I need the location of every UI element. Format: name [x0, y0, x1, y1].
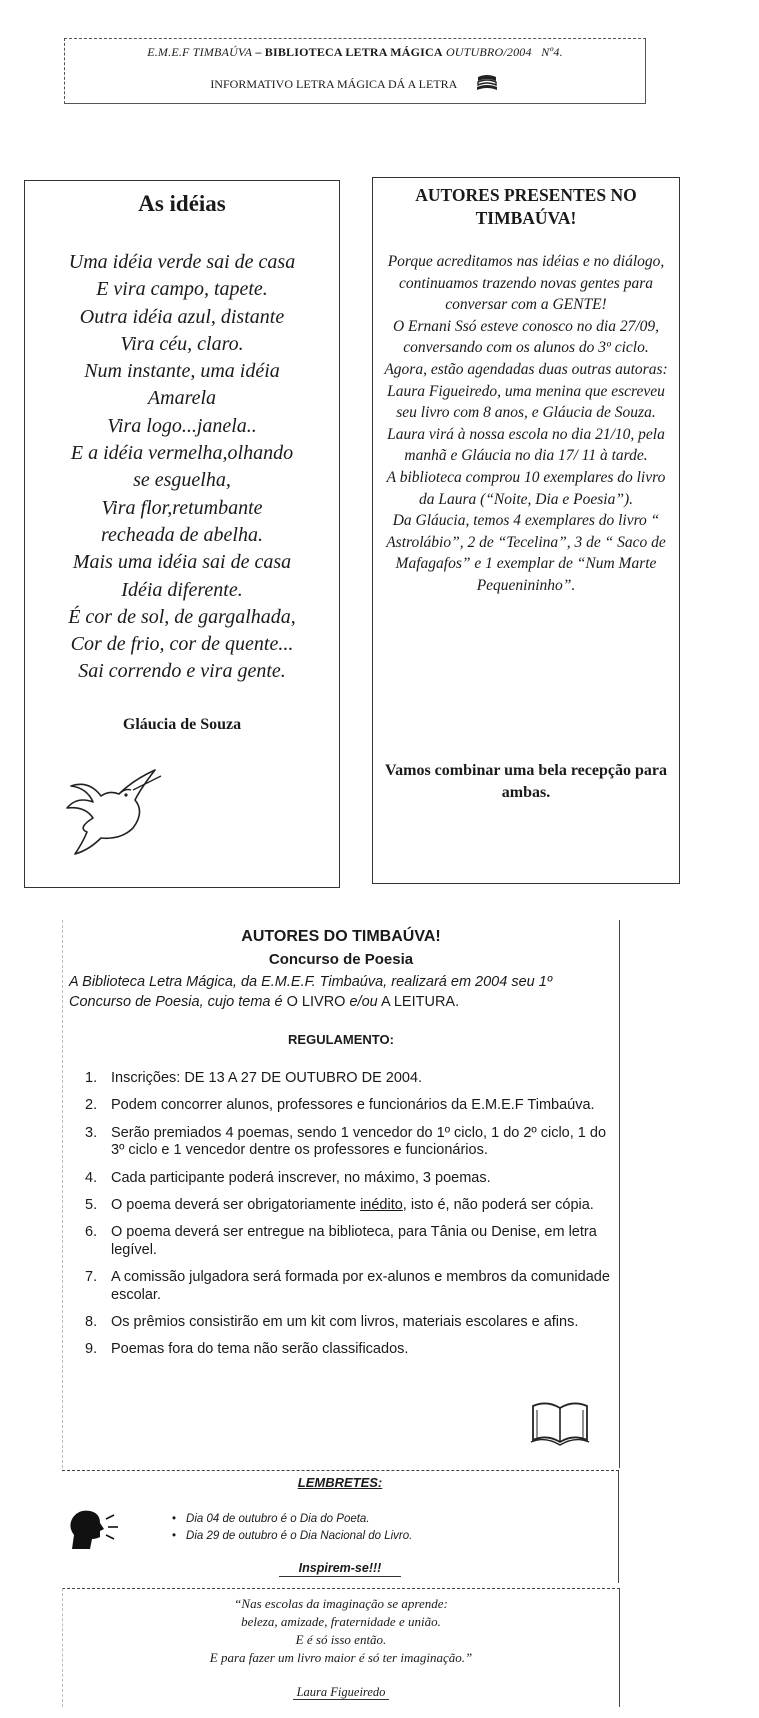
poem-line: E a idéia vermelha,olhando: [70, 442, 294, 465]
contest-section: [62, 920, 620, 1468]
poem-line: Vira logo...janela..: [107, 414, 257, 437]
contest-subtitle: Concurso de Poesia: [268, 951, 414, 968]
authors-paragraph: Agora, estão agendadas duas outras autoras: Laura Figueiredo, uma menina que escreveu seu livro com 8 anos, e Gláucia de Souza.: [384, 360, 668, 422]
rule-item: [85, 1170, 613, 1187]
rule-number: 4.: [85, 1169, 98, 1186]
rule-text-before: O poema deverá ser obrigatoriamente: [111, 1197, 361, 1214]
reminders-list: [172, 1511, 412, 1545]
contest-theme-reading: A LEITURA.: [380, 994, 460, 1010]
authors-paragraph: Porque acreditamos nas idéias e no diálogo, continuamos trazendo novas gentes para conversar com a GENTE!: [387, 253, 665, 314]
dove-icon: [63, 766, 173, 871]
rule-text: Poemas fora do tema não serão classificados.: [111, 1341, 409, 1358]
rule-number: 6.: [85, 1224, 98, 1241]
authors-closing: Vamos combinar uma bela recepção para ambas.: [385, 762, 667, 801]
rule-item: [85, 1197, 613, 1214]
reminders-section: [62, 1470, 619, 1583]
rule-item: [85, 1314, 613, 1331]
poem-line: Num instante, uma idéia: [84, 360, 280, 383]
authors-paragraph: A biblioteca comprou 10 exemplares do livro da Laura (“Noite, Dia e Poesia”).: [386, 468, 666, 508]
reminders-footer: [62, 1561, 618, 1575]
newsletter-header: [64, 38, 646, 104]
poem-line: Idéia diferente.: [121, 578, 243, 601]
poem-box: [24, 180, 340, 888]
reminder-item: • Dia 04 de outubro é o Dia do Poeta.: [172, 1511, 412, 1528]
quote-line: E para fazer um livro maior é só ter imaginação.”: [209, 1650, 473, 1665]
header-issue-number: Nº4.: [541, 45, 563, 59]
header-date: OUTUBRO/2004: [445, 45, 532, 59]
poem-line: Vira flor,retumbante: [101, 496, 263, 519]
rule-underlined-word: inédito: [360, 1197, 403, 1214]
rule-number: 2.: [85, 1097, 98, 1114]
header-school: E.M.E.F TIMBAÚVA: [147, 45, 253, 59]
authors-paragraph: O Ernani Ssó esteve conosco no dia 27/09, conversando com os alunos do 3º ciclo.: [392, 317, 660, 357]
rule-number: 9.: [85, 1341, 98, 1358]
quote-author: [63, 1685, 619, 1700]
authors-paragraph: Laura virá à nossa escola no dia 21/10, pela manhã e Gláucia no dia 17/ 11 à tarde.: [387, 425, 665, 465]
quote-section: [62, 1588, 620, 1707]
poem-line: Vira céu, claro.: [120, 332, 244, 355]
quote-lines: [63, 1595, 619, 1667]
rule-text-after: , isto é, não poderá ser cópia.: [402, 1197, 594, 1214]
speaking-head-icon: [66, 1507, 122, 1562]
authors-box: [372, 177, 680, 884]
authors-title: AUTORES PRESENTES NO TIMBAÚVA!: [415, 185, 637, 228]
poem-line: Uma idéia verde sai de casa: [68, 251, 296, 273]
rule-text: Podem concorrer alunos, professores e funcionários da E.M.E.F Timbaúva.: [111, 1097, 595, 1114]
poem-line: se esguelha,: [133, 469, 231, 492]
header-line1: [65, 45, 645, 60]
poem-line: E vira campo, tapete.: [96, 278, 268, 301]
rule-item: [85, 1070, 613, 1087]
header-separator: –: [252, 45, 265, 59]
poem-line: É cor de sol, de gargalhada,: [68, 605, 296, 628]
poem-line: Cor de frio, cor de quente...: [70, 633, 294, 656]
contest-title: AUTORES DO TIMBAÚVA!: [241, 928, 441, 945]
quote-author-name: Laura Figueiredo: [293, 1685, 390, 1700]
rule-text: O poema deverá ser entregue na biblioteca, para Tânia ou Denise, em letra legível.: [111, 1224, 597, 1258]
rule-number: 7.: [85, 1269, 98, 1286]
contest-intro: [69, 972, 613, 1012]
regulamento-heading: REGULAMENTO:: [288, 1032, 394, 1047]
rule-number: 3.: [85, 1124, 98, 1141]
poem-author: Gláucia de Souza: [122, 716, 242, 733]
quote-line: E é só isso então.: [295, 1632, 387, 1647]
poem-title: As idéias: [138, 191, 226, 216]
rule-text: Serão premiados 4 poemas, sendo 1 vencedor do 1º ciclo, 1 do 2º ciclo, 1 do 3º ciclo e 1 vencedor dentre os professores e funcionários.: [111, 1124, 607, 1159]
authors-body: [381, 251, 671, 597]
reminders-title: LEMBRETES:: [297, 1475, 383, 1490]
rule-item: [85, 1097, 613, 1114]
book-stack-icon: [474, 72, 500, 98]
contest-intro-text: A Biblioteca Letra Mágica, da E.M.E.F. Timbaúva, realizará em 2004 seu 1º Concurso de Poesia, cujo tema é: [69, 974, 553, 1010]
rule-text: Inscrições: DE 13 A 27 DE OUTUBRO DE 2004.: [111, 1070, 423, 1086]
inspire-text: Inspirem-se!!!: [279, 1561, 402, 1577]
open-book-icon: [529, 1398, 591, 1453]
poem-line: Mais uma idéia sai de casa: [72, 551, 292, 574]
rule-text: Cada participante poderá inscrever, no máximo, 3 poemas.: [111, 1169, 491, 1186]
quote-line: “Nas escolas da imaginação se aprende:: [234, 1596, 448, 1611]
rule-number: 5.: [85, 1197, 98, 1214]
authors-paragraph: Da Gláucia, temos 4 exemplares do livro “ Astrolábio”, 2 de “Tecelina”, 3 de “ Saco de Mafagafos” e 1 exemplar de “Num Marte Pequenininho”.: [386, 512, 666, 594]
rule-item: [85, 1125, 613, 1160]
poem-line: Outra idéia azul, distante: [79, 305, 285, 328]
rule-item: [85, 1341, 613, 1358]
contest-intro-or: e/ou: [349, 994, 378, 1010]
poem-line: Sai correndo e vira gente.: [78, 660, 286, 683]
rule-item: [85, 1269, 613, 1304]
rule-item: [85, 1224, 613, 1259]
rules-list: [85, 1070, 613, 1369]
header-line2: [65, 72, 645, 98]
reminder-item: • Dia 29 de outubro é o Dia Nacional do Livro.: [172, 1528, 412, 1545]
header-subtitle: INFORMATIVO LETRA MÁGICA DÁ A LETRA: [210, 76, 457, 91]
quote-line: beleza, amizade, fraternidade e união.: [241, 1614, 441, 1629]
rule-text: Os prêmios consistirão em um kit com livros, materiais escolares e afins.: [111, 1314, 579, 1331]
poem-line: recheada de abelha.: [101, 523, 263, 546]
poem-line: Amarela: [147, 387, 217, 410]
header-library: BIBLIOTECA LETRA MÁGICA: [264, 45, 443, 59]
rule-number: 8.: [85, 1314, 98, 1331]
rule-number: 1.: [85, 1070, 98, 1086]
contest-theme-book: O LIVRO: [286, 994, 346, 1010]
rule-text: A comissão julgadora será formada por ex-alunos e membros da comunidade escolar.: [111, 1269, 610, 1303]
poem-lines: [25, 249, 339, 686]
